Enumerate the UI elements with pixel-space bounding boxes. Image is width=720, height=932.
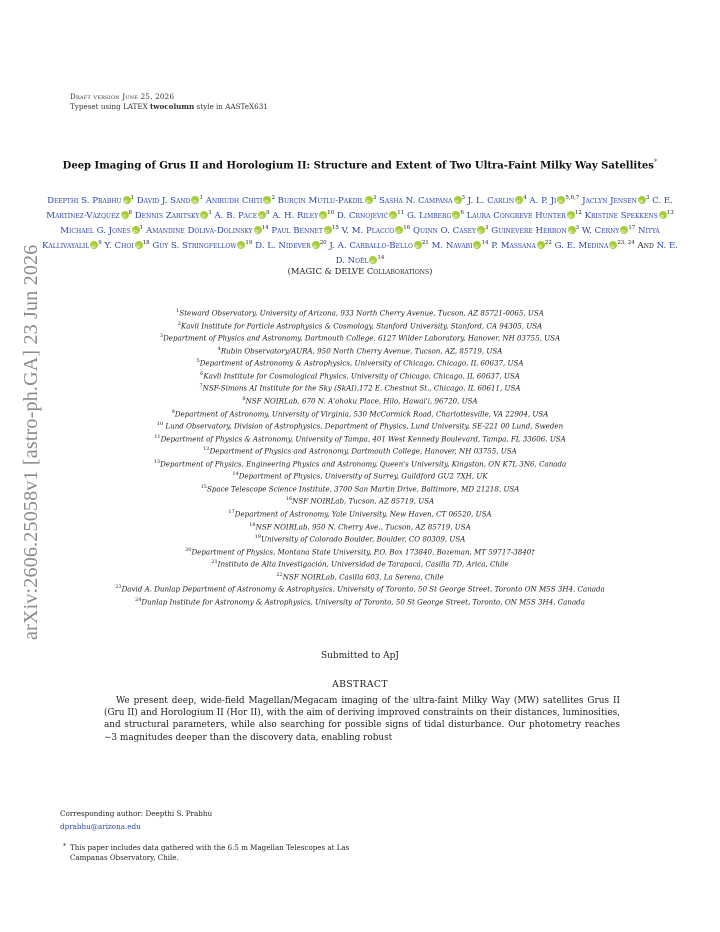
author-affiliation-number: 5,6,7 xyxy=(565,195,580,201)
affiliation-text: Department of Physics and Astronomy, Dartmouth College, Hanover, NH 03755, USA xyxy=(209,446,517,456)
affiliation-item xyxy=(30,369,690,382)
collaboration-open: (MAGIC & DELVE xyxy=(287,266,367,276)
title-footnote-marker[interactable]: * xyxy=(653,158,658,166)
author-name[interactable]: Dennis Zaritsky xyxy=(134,210,200,221)
author-and: And xyxy=(637,241,654,252)
author-entry xyxy=(47,196,134,206)
typeset-style-name: twocolumn xyxy=(149,102,195,111)
typeset-prefix: Typeset using LATEX xyxy=(70,102,150,111)
author-affiliation-number: 21 xyxy=(421,240,429,247)
author-name[interactable]: M. Navabi xyxy=(431,241,473,252)
affiliation-text: University of Colorado Boulder, Boulder, CO 80309, USA xyxy=(260,534,466,544)
affiliation-text: Department of Physics and Astronomy, Dartmouth College, 6127 Wilder Laboratory, Hanover, NH 03755, USA xyxy=(163,333,561,343)
affiliation-text: NSF NOIRLab, 670 N. A'ohoku Place, Hilo, Hawai'i, 96720, USA xyxy=(245,396,478,406)
author-name[interactable]: Sasha N. Campana xyxy=(378,195,453,206)
orcid-icon[interactable] xyxy=(537,241,545,249)
affiliation-item xyxy=(30,444,690,457)
author-name[interactable]: Jaclyn Jensen xyxy=(582,195,637,206)
orcid-icon[interactable] xyxy=(454,196,462,204)
paper-title-text: Deep Imaging of Grus II and Horologium II: Structure and Extent of Two Ultra-Faint Milky Way Satellites xyxy=(62,160,654,172)
author-affiliation-number: 16 xyxy=(403,225,411,232)
author-list xyxy=(40,192,680,267)
affiliation-item xyxy=(30,545,690,558)
affiliation-number: 3 xyxy=(159,333,164,340)
orcid-icon[interactable] xyxy=(477,226,485,234)
author-name[interactable]: C. E. Martínez-Vázquez xyxy=(46,195,673,221)
corresponding-email-link[interactable]: dprabhu@arizona.edu xyxy=(60,822,141,831)
orcid-icon[interactable] xyxy=(620,226,628,234)
author-name[interactable]: Amandine Doliva-Dolinsky xyxy=(146,225,253,236)
author-entry xyxy=(272,211,334,221)
author-affiliation-number: 1 xyxy=(199,195,203,201)
author-entry xyxy=(491,226,579,236)
author-entry xyxy=(529,196,579,206)
author-affiliation-number: 11 xyxy=(397,210,405,217)
orcid-icon[interactable] xyxy=(452,211,460,219)
author-affiliation-number: 3 xyxy=(485,225,489,232)
affiliation-text: Department of Astronomy & Astrophysics, University of Chicago, Chicago, IL 60637, USA xyxy=(199,358,524,368)
affiliation-number: 18 xyxy=(249,521,256,528)
author-name[interactable]: G. E. Medina xyxy=(554,241,609,252)
typeset-suffix: style in AASTeX631 xyxy=(194,102,268,111)
author-entry xyxy=(146,226,269,236)
author-affiliation-number: 1 xyxy=(139,225,144,232)
author-entry xyxy=(337,211,404,221)
author-name[interactable]: Guy S. Stringfellow xyxy=(152,241,237,252)
abstract-text: We present deep, wide-field Magellan/Megacam imaging of the ultra-faint Milky Way (MW) satellites Grus II (Gru II) and Horologium II (Hor II), with the aim of deriving improved constraints on their distances, luminosities, and structural parameters, while also searching for possible signs of tidal disturbance. Our photometry reaches ∼3 magnitudes deeper than the discovery data, enabling robust xyxy=(104,696,620,743)
orcid-icon[interactable] xyxy=(369,256,377,264)
author-affiliation-number: 14 xyxy=(377,255,385,262)
affiliation-number: 7 xyxy=(199,383,203,390)
author-affiliation-number: 12 xyxy=(574,210,582,217)
author-name[interactable]: Laura Congreve Hunter xyxy=(466,210,566,221)
author-affiliation-number: 14 xyxy=(481,240,489,247)
orcid-icon[interactable] xyxy=(473,241,481,249)
author-entry xyxy=(255,241,327,251)
affiliation-text: Department of Astronomy, University of Virginia, 530 McCormick Road, Charlottesville, VA 22904, USA xyxy=(174,408,549,418)
affiliation-number: 4 xyxy=(217,345,221,352)
affiliation-item xyxy=(30,482,690,495)
author-name[interactable]: A. B. Pace xyxy=(214,210,258,221)
affiliation-text: NSF NOIRLab, 950 N. Cherry Ave., Tucson, AZ 85719, USA xyxy=(255,521,471,531)
author-name[interactable]: J. A. Carballo-Bello xyxy=(329,241,413,252)
author-entry xyxy=(582,196,649,206)
submission-note: Submitted to ApJ xyxy=(320,651,400,661)
affiliation-item xyxy=(30,331,690,344)
author-name[interactable]: Quinn O. Casey xyxy=(412,225,477,236)
abstract-heading: ABSTRACT xyxy=(332,679,388,690)
footnote-marker: * xyxy=(63,843,66,850)
affiliation-number: 17 xyxy=(228,509,235,515)
orcid-icon[interactable] xyxy=(237,241,245,249)
orcid-icon[interactable] xyxy=(557,196,565,204)
author-name[interactable]: Nitya Kallivayalil xyxy=(41,225,660,252)
author-affiliation-number: 19 xyxy=(245,240,253,247)
affiliation-item xyxy=(30,381,690,394)
affiliation-item xyxy=(30,557,690,570)
affiliation-text: Department of Physics, University of Surrey, Guildford GU2 7XH, UK xyxy=(238,471,488,481)
author-entry xyxy=(137,196,203,206)
author-affiliation-number: 1 xyxy=(130,195,135,201)
author-entry xyxy=(468,196,527,206)
footnote-text: This paper includes data gathered with the 6.5 m Magellan Telescopes at Las Campanas Observatory, Chile. xyxy=(70,843,350,862)
affiliation-item xyxy=(30,507,690,520)
orcid-icon[interactable] xyxy=(659,211,667,219)
orcid-icon[interactable] xyxy=(567,211,575,219)
author-affiliation-number: 3 xyxy=(372,195,377,201)
affiliation-text: NSF NOIRLab, Casilla 603, La Serena, Chile xyxy=(282,572,444,582)
affiliation-item xyxy=(30,532,690,545)
author-affiliation-number: 9 xyxy=(98,240,102,247)
author-affiliation-number: 3 xyxy=(645,195,650,201)
author-affiliation-number: 15 xyxy=(331,225,339,232)
collaboration-close: ) xyxy=(429,266,433,276)
orcid-icon[interactable] xyxy=(191,196,199,204)
affiliation-item xyxy=(30,570,690,583)
affiliation-number: 5 xyxy=(196,358,200,365)
author-affiliation-number: 3 xyxy=(461,195,465,201)
author-affiliation-number: 10 xyxy=(327,210,335,217)
affiliation-text: Kavli Institute for Particle Astrophysics & Cosmology, Stanford University, Stanford, CA 94305, USA xyxy=(180,320,543,330)
affiliation-number: 16 xyxy=(285,496,293,503)
author-affiliation-number: 14 xyxy=(261,225,269,232)
author-name[interactable]: Anirudh Chiti xyxy=(205,195,263,206)
orcid-icon[interactable] xyxy=(123,196,131,204)
author-entry xyxy=(467,211,582,221)
affiliation-item xyxy=(30,520,690,533)
affiliation-item xyxy=(30,469,690,482)
author-entry xyxy=(278,196,377,206)
orcid-icon[interactable] xyxy=(258,211,266,219)
affiliation-number: 24 xyxy=(135,596,142,603)
orcid-icon[interactable] xyxy=(395,226,403,234)
affiliation-text: Instituto de Alta Investigación, Universidad de Tarapacá, Casilla 7D, Arica, Chile xyxy=(217,559,509,569)
affiliation-item xyxy=(30,319,690,332)
affiliation-item xyxy=(30,432,690,445)
corresponding-author: Corresponding author: Deepthi S. Prabhu xyxy=(60,809,213,818)
affiliation-number: 19 xyxy=(254,534,261,541)
affiliation-number: 8 xyxy=(242,395,246,402)
collaboration-word: Collaborations xyxy=(366,266,430,276)
orcid-icon[interactable] xyxy=(638,196,646,204)
orcid-icon[interactable] xyxy=(324,226,332,234)
affiliation-text: Rubin Observatory/AURA, 950 North Cherry Avenue, Tucson, AZ, 85719, USA xyxy=(220,346,503,356)
author-name[interactable]: David J. Sand xyxy=(136,195,191,206)
affiliation-number: 12 xyxy=(203,446,210,453)
affiliation-number: 22 xyxy=(276,571,283,578)
author-name[interactable]: D. L. Nidever xyxy=(255,241,311,252)
affiliation-text: Space Telescope Science Institute, 3700 San Martin Drive, Baltimore, MD 21218, USA xyxy=(206,484,520,494)
author-entry xyxy=(152,241,252,251)
author-entry xyxy=(271,226,338,236)
affiliation-number: 14 xyxy=(232,471,239,478)
affiliation-item xyxy=(30,582,690,595)
affiliation-text: David A. Dunlap Department of Astronomy & Astrophysics, University of Toronto, 50 St George Street, Toronto ON M5S 3H4, Canada xyxy=(121,584,605,594)
author-entry xyxy=(60,226,143,236)
author-entry xyxy=(206,196,275,206)
affiliation-item xyxy=(30,356,690,369)
affiliation-item xyxy=(30,306,690,319)
author-affiliation-number: 8 xyxy=(128,210,132,217)
author-affiliation-number: 23, 24 xyxy=(617,240,635,247)
affiliation-item xyxy=(30,595,690,608)
affiliation-item xyxy=(30,494,690,507)
author-name[interactable]: Y. Choi xyxy=(104,241,134,252)
arxiv-identifier-stamp: arXiv:2606.25058v1 [astro-ph.GA] 23 Jun 2026 xyxy=(20,244,42,640)
affiliation-number: 15 xyxy=(200,483,207,490)
affiliation-text: Kavli Institute for Cosmological Physics, University of Chicago, Chicago, IL 60637, USA xyxy=(203,371,520,381)
author-entry xyxy=(413,226,489,236)
author-name[interactable]: P. Massana xyxy=(491,241,536,252)
affiliation-number: 10 xyxy=(156,421,164,428)
author-entry xyxy=(329,241,428,251)
affiliation-number: 21 xyxy=(211,559,218,566)
author-affiliation-number: 9 xyxy=(266,210,270,217)
affiliation-number: 11 xyxy=(154,433,161,440)
affiliation-text: NSF-Simons AI Institute for the Sky (SkAI),172 E. Chestnut St., Chicago, IL 60611, USA xyxy=(202,383,521,393)
orcid-icon[interactable] xyxy=(132,226,140,234)
orcid-icon[interactable] xyxy=(312,241,320,249)
author-entry xyxy=(379,196,465,206)
orcid-icon[interactable] xyxy=(319,211,327,219)
affiliation-text: Department of Physics, Engineering Physics and Astronomy, Queen's University, Kingston, ON K7L 3N6, Canada xyxy=(160,459,567,469)
draft-version-line: Draft version June 25, 2026 xyxy=(70,92,175,101)
collaboration-line xyxy=(60,266,660,276)
author-name[interactable]: A. P. Ji xyxy=(529,195,557,206)
author-entry xyxy=(432,241,489,251)
author-affiliation-number: 17 xyxy=(628,225,636,232)
author-entry xyxy=(582,226,635,236)
orcid-icon[interactable] xyxy=(414,241,422,249)
author-entry xyxy=(585,211,674,221)
affiliation-number: 1 xyxy=(176,308,180,314)
affiliation-text: NSF NOIRLab, Tucson, AZ 85719, USA xyxy=(292,496,435,506)
author-affiliation-number: 2 xyxy=(271,195,275,201)
author-entry xyxy=(491,241,552,251)
author-affiliation-number: 22 xyxy=(544,240,552,247)
affiliation-text: Department of Physics & Astronomy, University of Tampa, 401 West Kennedy Boulevard, Tampa, FL 33606, USA xyxy=(160,433,566,443)
affiliation-text: Department of Astronomy, Yale University, New Haven, CT 06520, USA xyxy=(234,509,492,519)
typeset-line xyxy=(70,102,268,111)
author-affiliation-number: 1 xyxy=(208,210,212,217)
orcid-icon[interactable] xyxy=(389,211,397,219)
affiliation-number: 6 xyxy=(200,370,204,377)
affiliation-item xyxy=(30,419,690,432)
author-name[interactable]: Burçin Mutlu-Pakdil xyxy=(277,195,364,206)
affiliation-item xyxy=(30,407,690,420)
orcid-icon[interactable] xyxy=(263,196,271,204)
affiliation-list xyxy=(30,306,690,608)
affiliation-text: Lund Observatory, Division of Astrophysics, Department of Physics, Lund University, SE-221 00 Lund, Sweden xyxy=(163,421,564,431)
affiliation-number: 2 xyxy=(177,320,181,327)
affiliation-text: Dunlap Institute for Astronomy & Astrophysics, University of Toronto, 50 St George Street, Toronto, ON M5S 3H4, Canada xyxy=(141,597,585,607)
title-footnote xyxy=(63,843,370,863)
author-affiliation-number: 4 xyxy=(523,195,527,201)
author-name[interactable]: G. Limberg xyxy=(406,210,452,221)
affiliation-item xyxy=(30,457,690,470)
author-entry xyxy=(104,241,149,251)
author-name[interactable]: D. Crnojević xyxy=(336,210,389,221)
orcid-icon[interactable] xyxy=(254,226,262,234)
orcid-icon[interactable] xyxy=(609,241,617,249)
author-affiliation-number: 3 xyxy=(575,225,580,232)
author-entry xyxy=(215,211,270,221)
author-affiliation-number: 18 xyxy=(142,240,150,247)
author-entry xyxy=(555,241,635,251)
author-name[interactable]: Michael G. Jones xyxy=(60,225,131,236)
author-affiliation-number: 6 xyxy=(460,210,464,217)
orcid-icon[interactable] xyxy=(568,226,576,234)
orcid-icon[interactable] xyxy=(515,196,523,204)
author-entry xyxy=(407,211,464,221)
affiliation-item xyxy=(30,394,690,407)
author-name[interactable]: Kristine Spekkens xyxy=(584,210,658,221)
author-affiliation-number: 20 xyxy=(319,240,327,247)
affiliation-number: 9 xyxy=(171,408,175,415)
author-name[interactable]: Guinevere Herron xyxy=(491,225,567,236)
author-affiliation-number: 13 xyxy=(666,210,674,217)
author-name[interactable]: V. M. Placco xyxy=(341,225,395,236)
orcid-icon[interactable] xyxy=(90,241,98,249)
orcid-icon[interactable] xyxy=(135,241,143,249)
affiliation-text: Steward Observatory, University of Arizona, 933 North Cherry Avenue, Tucson, AZ 85721-0065, USA xyxy=(179,308,544,318)
author-name[interactable]: J. L. Carlin xyxy=(467,195,515,206)
author-entry xyxy=(342,226,411,236)
affiliation-number: 13 xyxy=(153,458,161,465)
orcid-icon[interactable] xyxy=(121,211,129,219)
affiliation-text: Department of Physics, Montana State University, P.O. Box 173840, Bozeman, MT 59717-3840† xyxy=(191,547,535,557)
paper-title xyxy=(60,156,660,172)
orcid-icon[interactable] xyxy=(200,211,208,219)
author-name[interactable]: Paul Bennet xyxy=(271,225,323,236)
affiliation-number: 20 xyxy=(185,546,192,553)
affiliation-item xyxy=(30,344,690,357)
author-name[interactable]: A. H. Riley xyxy=(272,210,319,221)
author-name[interactable]: Deepthi S. Prabhu xyxy=(47,195,122,206)
author-entry xyxy=(135,211,212,221)
affiliation-number: 23 xyxy=(115,584,122,591)
author-name[interactable]: W. Cerny xyxy=(581,225,620,236)
orcid-icon[interactable] xyxy=(365,196,373,204)
author-name[interactable]: N. E. D. Noël xyxy=(335,241,679,267)
